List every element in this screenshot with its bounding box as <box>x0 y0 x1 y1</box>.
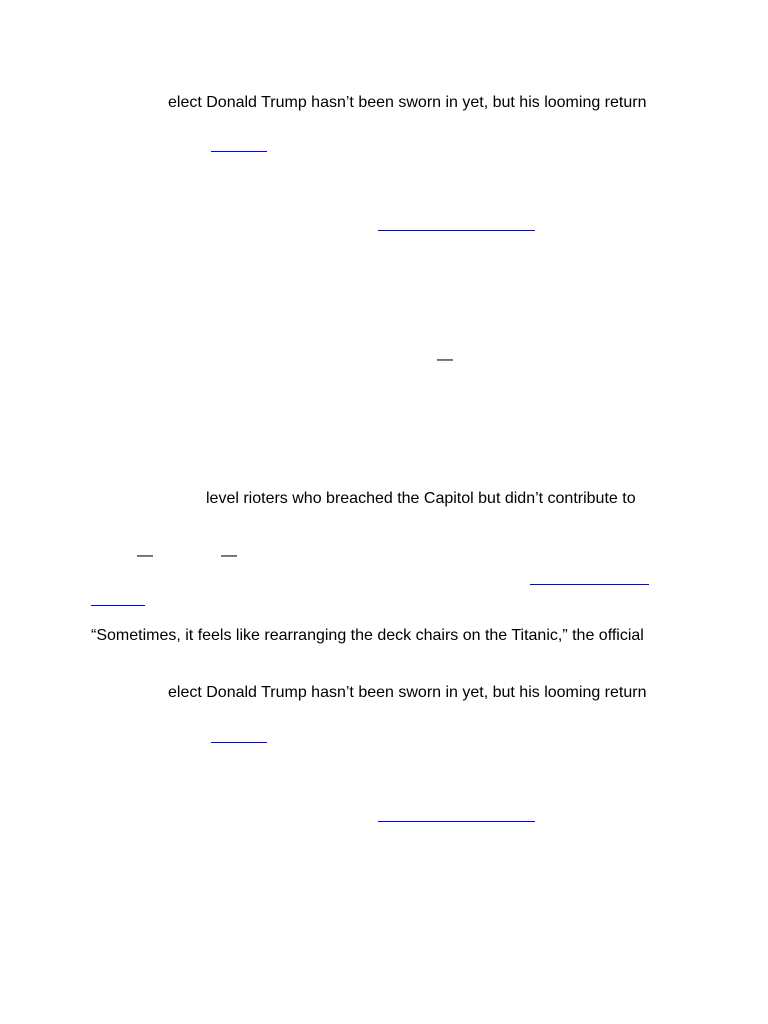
hyperlink-underline-5[interactable] <box>211 742 267 743</box>
paragraph-line-4: elect Donald Trump hasn’t been sworn in yet, but his looming return <box>168 684 647 701</box>
hyperlink-underline-4[interactable] <box>91 605 145 606</box>
hyperlink-underline-6[interactable] <box>378 821 535 822</box>
hyperlink-underline-3[interactable] <box>530 584 649 585</box>
em-dash-1: — <box>437 351 453 368</box>
hyperlink-underline-1[interactable] <box>211 151 267 152</box>
em-dash-3: — <box>221 547 237 564</box>
hyperlink-underline-2[interactable] <box>378 230 535 231</box>
paragraph-line-3: “Sometimes, it feels like rearranging the deck chairs on the Titanic,” the official <box>91 627 644 644</box>
paragraph-line-2: level rioters who breached the Capitol but didn’t contribute to <box>206 490 636 507</box>
em-dash-2: — <box>137 547 153 564</box>
paragraph-line-1: elect Donald Trump hasn’t been sworn in yet, but his looming return <box>168 94 647 111</box>
